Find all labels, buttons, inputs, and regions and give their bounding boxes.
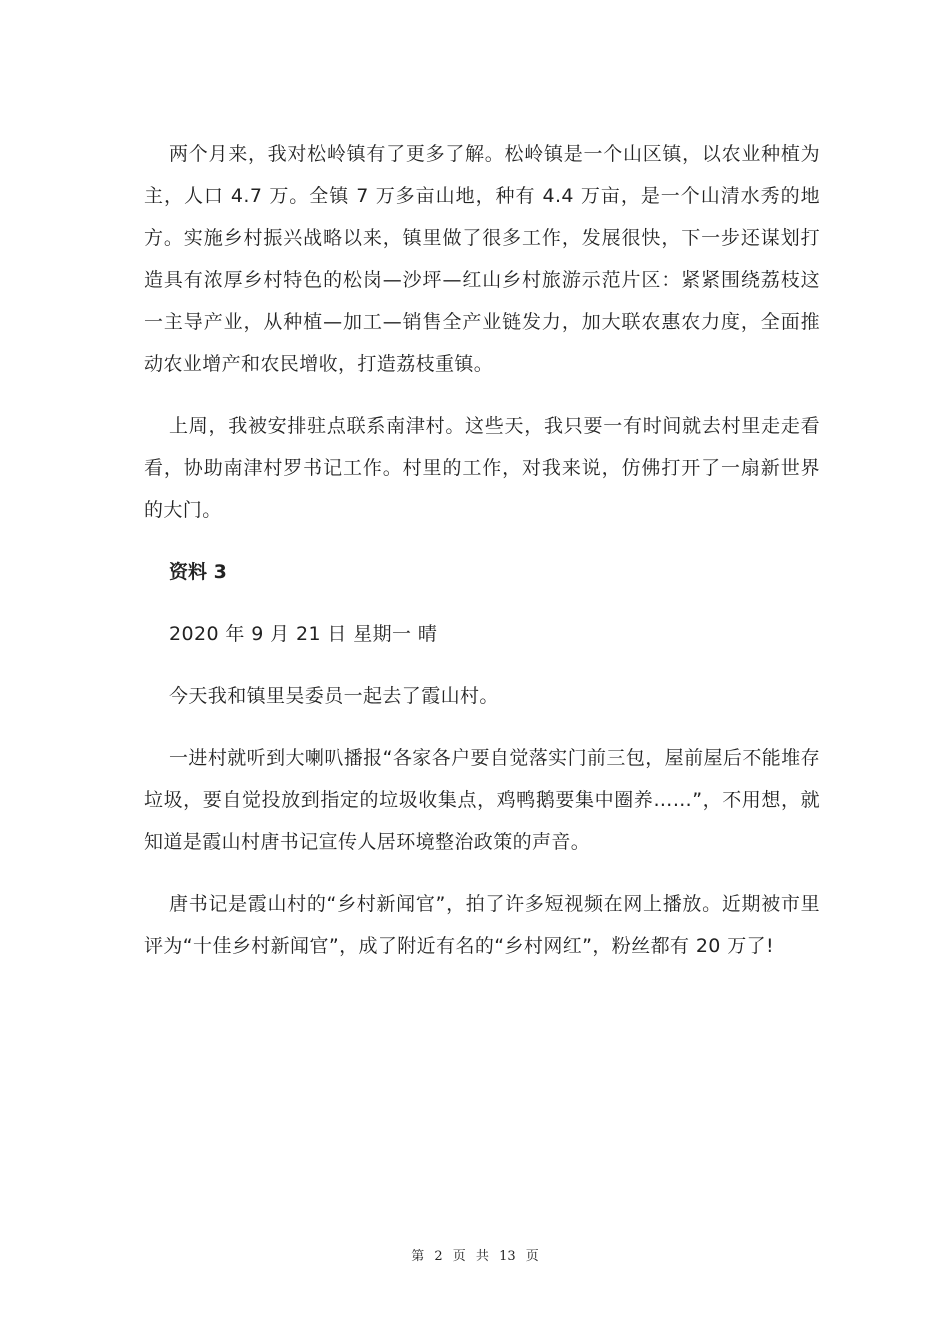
document-body [144,133,820,987]
footer-middle: 页 共 [452,1249,489,1264]
section-heading: 资料 3 [169,561,227,583]
paragraph-nanjin-village: 上周，我被安排驻点联系南津村。这些天，我只要一有时间就去村里走走看看，协助南津村罗书记工作。村里的工作，对我来说，仿佛打开了一扇新世界的大门。 [144,415,820,521]
paragraph-songling-intro: 两个月来，我对松岭镇有了更多了解。松岭镇是一个山区镇，以农业种植为主，人口 4.7 万。全镇 7 万多亩山地，种有 4.4 万亩，是一个山清水秀的地方。实施乡村振兴战略以来，镇里做了很多工作，发展很快，下一步还谋划打造具有浓厚乡村特色的松岗—沙坪—红山乡村旅游示范片区：紧紧围绕荔枝这一主导产业，从种植—加工—销售全产业链发力，加大联农惠农力度，全面推动农业增产和农民增收，打造荔枝重镇。 [144,143,820,375]
paragraph-xiashan-visit: 今天我和镇里吴委员一起去了霞山村。 [169,685,499,707]
footer-current-page: 2 [434,1249,443,1264]
footer-prefix: 第 [411,1249,425,1264]
diary-date-line: 2020 年 9 月 21 日 星期一 晴 [169,623,438,645]
paragraph-loudspeaker: 一进村就听到大喇叭播报“各家各户要自觉落实门前三包，屋前屋后不能堆存垃圾，要自觉投放到指定的垃圾收集点，鸡鸭鹅要集中圈养……”，不用想，就知道是霞山村唐书记宣传人居环境整治政策的声音。 [144,747,820,853]
footer-total-pages: 13 [499,1249,516,1264]
page-footer [0,1245,950,1264]
footer-suffix: 页 [525,1249,539,1264]
paragraph-news-officer: 唐书记是霞山村的“乡村新闻官”，拍了许多短视频在网上播放。近期被市里评为“十佳乡村新闻官”，成了附近有名的“乡村网红”，粉丝都有 20 万了! [144,893,820,957]
